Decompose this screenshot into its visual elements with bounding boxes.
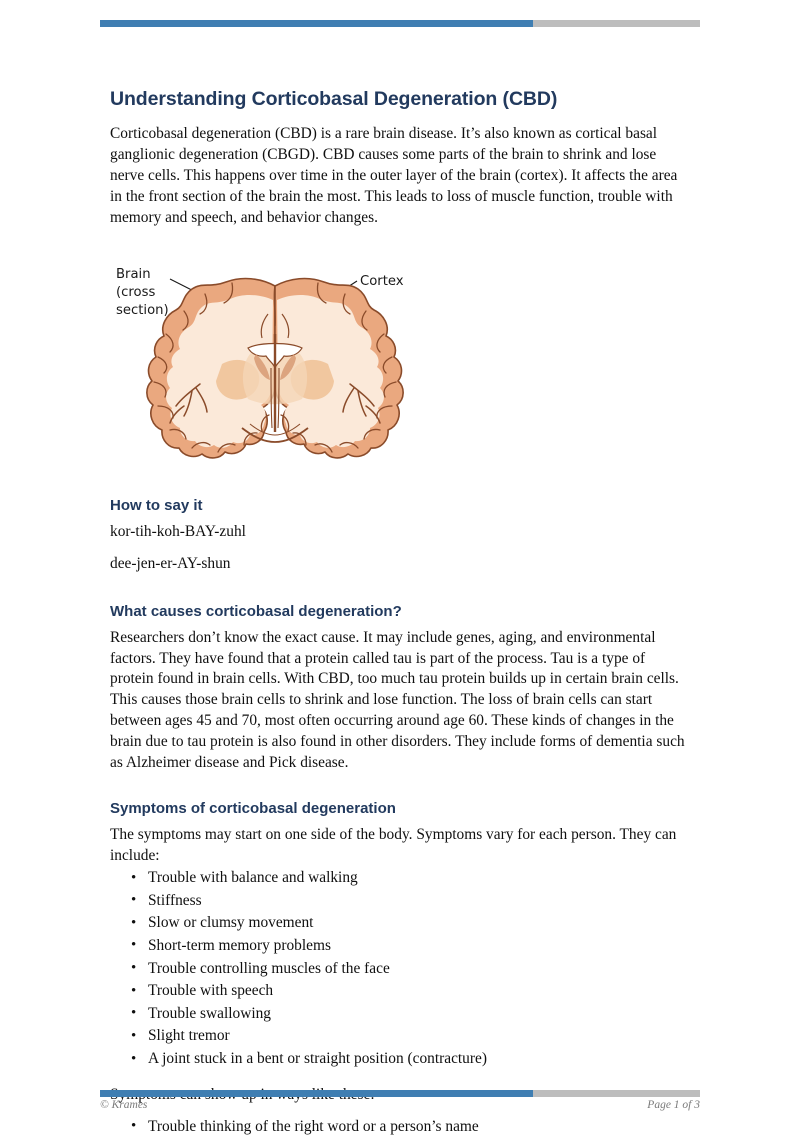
header-rule-blue-segment	[100, 20, 533, 27]
intro-paragraph: Corticobasal degeneration (CBD) is a rare brain disease. It’s also known as cortical basal ganglionic degeneration (CBGD). CBD causes some parts of the brain to shrink and lose nerve cells. This happens over time in the outer layer of the brain (cortex). It affects the area in the front section of the brain the most. This leads to loss of muscle function, trouble with memory and speech, and behavior changes.	[110, 125, 678, 226]
page-title: Understanding Corticobasal Degeneration (CBD)	[110, 88, 558, 110]
footer-copyright: © Krames	[100, 1099, 148, 1111]
section-heading-symptoms: Symptoms of corticobasal degeneration	[110, 800, 396, 818]
spacer	[110, 774, 690, 800]
header-rule-grey-segment	[533, 20, 700, 27]
symptom-list-item: • Trouble with speech	[148, 980, 690, 1003]
figure-label-brain-line3: section)	[116, 302, 169, 318]
spacer	[110, 471, 690, 497]
header-rule	[100, 20, 700, 27]
symptom-list-item: • Trouble with balance and walking	[148, 867, 690, 890]
footer-rule-grey-segment	[533, 1090, 700, 1097]
brain-figure	[110, 256, 440, 471]
footer-rule	[100, 1090, 700, 1097]
figure-label-cortex: Cortex	[360, 273, 404, 289]
brain-drawing	[147, 278, 403, 457]
symptom-list-item: • Slow or clumsy movement	[148, 912, 690, 935]
symptoms-intro-paragraph: The symptoms may start on one side of the body. Symptoms vary for each person. They can include:	[110, 826, 677, 865]
interhemispheric-fissure	[274, 286, 275, 326]
symptom-list-item: • Slight tremor	[148, 1025, 690, 1048]
figure-label-brain-line2: (cross	[116, 284, 156, 300]
footer-rule-blue-segment	[100, 1090, 533, 1097]
pronunciation-line-2: dee-jen-er-AY-shun	[110, 554, 231, 572]
symptom-list-item: • A joint stuck in a bent or straight position (contracture)	[148, 1048, 690, 1071]
symptom-list-item: • Short-term memory problems	[148, 935, 690, 958]
symptom-list-secondary	[110, 1116, 690, 1138]
symptom-list-item: • Trouble controlling muscles of the face	[148, 958, 690, 981]
section-heading-causes: What causes corticobasal degeneration?	[110, 602, 402, 620]
spacer	[110, 586, 690, 603]
symptom-list-item: • Stiffness	[148, 890, 690, 913]
symptom-list-item: • Trouble thinking of the right word or a person’s name	[148, 1116, 690, 1138]
causes-paragraph: Researchers don’t know the exact cause. It may include genes, aging, and environmental factors. They have found that a protein called tau is part of the process. Tau is a type of protein found in brain cells. With CBD, too much tau protein builds up in certain brain cells. This causes those brain cells to shrink and lose function. The loss of brain cells can start between ages 45 and 70, most often occurring around age 60. These kinds of changes in the brain due to tau protein is also found in other disorders. They include forms of dementia such as Alzheimer disease and Pick disease.	[110, 628, 685, 772]
footer-page-number: Page 1 of 3	[647, 1099, 700, 1111]
symptom-list	[110, 867, 690, 1071]
section-heading-how-to-say-it: How to say it	[110, 496, 203, 514]
figure-label-brain-line1: Brain	[116, 266, 151, 282]
document-content	[110, 88, 690, 1138]
symptom-list-item: • Trouble swallowing	[148, 1003, 690, 1026]
pronunciation-line-1: kor-tih-koh-BAY-zuhl	[110, 522, 246, 540]
